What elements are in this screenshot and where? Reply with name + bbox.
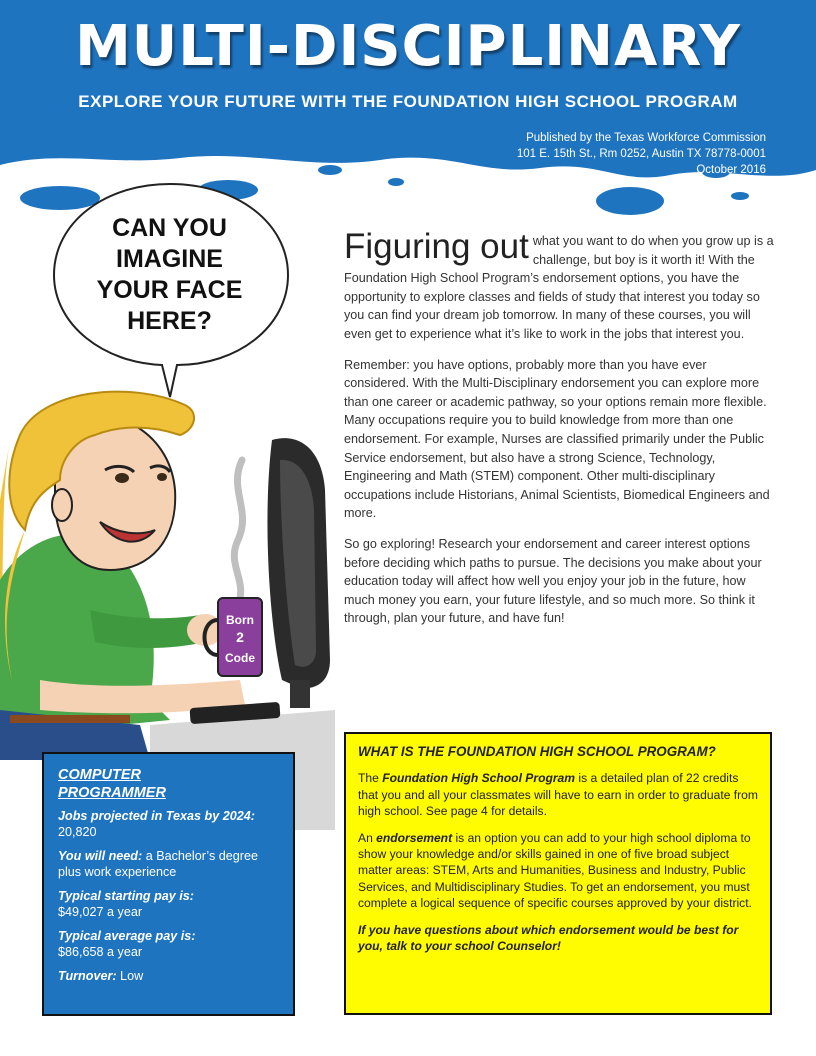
mug-text: 2 bbox=[236, 629, 244, 645]
career-title-line: COMPUTER bbox=[58, 767, 141, 783]
career-title bbox=[58, 766, 279, 802]
page-title: MULTI-DISCIPLINARY bbox=[75, 14, 741, 79]
article-body bbox=[344, 227, 774, 640]
article-text: what you want to do when you grow up is a challenge, but boy is it worth it! With the Foundation High School Program’s endorsement options, you have the opportunity to explore classes and fields of study that interest you today so you can find your dream job tomorrow. In many of these courses, you will even get to experience what it’s like to work in the jobs that interest you. bbox=[344, 234, 774, 341]
stat-label: Typical starting pay is: bbox=[58, 889, 195, 903]
fhsp-text: is a detailed plan of 22 credits that you and all your classmates will have to earn in order to graduate from high school. See page 4 for details. bbox=[358, 771, 758, 819]
career-title-line: PROGRAMMER bbox=[58, 785, 166, 801]
article-paragraph: So go exploring! Research your endorsement and career interest options before deciding which paths to pursue. The decisions you make about your education today will affect how well you enjoy your job in the future, how much money you earn, your future lifestyle, and so much more. So think it through, plan your future, and have fun! bbox=[344, 536, 762, 626]
bubble-line: IMAGINE bbox=[116, 245, 223, 273]
bubble-text bbox=[52, 213, 287, 337]
mug-text: Born bbox=[226, 613, 254, 627]
bubble-line: HERE? bbox=[127, 307, 212, 335]
stat-value: 20,820 bbox=[58, 825, 97, 839]
article-paragraph bbox=[344, 227, 774, 344]
fhsp-text: An bbox=[358, 830, 377, 845]
speech-bubble bbox=[52, 183, 297, 368]
stat-label: Jobs projected in Texas by 2024: bbox=[58, 809, 255, 823]
address-line: 101 E. 15th St., Rm 0252, Austin TX 78778-0001 bbox=[516, 148, 766, 160]
stat-value: Low bbox=[116, 969, 144, 983]
mug-text: Code bbox=[225, 651, 255, 665]
publication-info bbox=[517, 130, 766, 178]
stat-value: $86,658 a year bbox=[58, 945, 143, 959]
steam bbox=[234, 460, 242, 605]
monitor-stand bbox=[290, 680, 310, 708]
page-subtitle: EXPLORE YOUR FUTURE WITH THE FOUNDATION HIGH SCHOOL PROGRAM bbox=[78, 92, 738, 111]
splash-drop bbox=[596, 187, 664, 215]
splash-drop bbox=[731, 192, 749, 200]
stat-label: Turnover: bbox=[58, 969, 117, 983]
stat-label: You will need: bbox=[58, 849, 143, 863]
stat-turnover bbox=[58, 968, 279, 984]
splash-drop bbox=[318, 165, 342, 175]
career-stats-box bbox=[42, 752, 295, 1016]
stat-jobs bbox=[58, 808, 279, 840]
fhsp-text: The bbox=[358, 771, 383, 786]
belt bbox=[10, 715, 130, 723]
stat-value: a Bachelor’s degree plus work experience bbox=[58, 849, 258, 879]
stat-value: $49,027 a year bbox=[58, 905, 143, 919]
fhsp-text: is an option you can add to your high school diploma to show your knowledge and/or skills gained in one of five broad subject matter areas: STEM, Arts and Humanities, Business and Industry, Public Services, and Multidisciplinary Studies. To get an endorsement, you must complete a logical sequence of specific courses approved by your district. bbox=[358, 830, 752, 911]
stat-starting-pay bbox=[58, 888, 279, 920]
fhsp-paragraph bbox=[358, 770, 758, 819]
fhsp-counselor-note: If you have questions about which endorsement would be best for you, talk to your school Counselor! bbox=[358, 922, 739, 954]
fhsp-info-box bbox=[344, 732, 772, 1015]
publisher-line: Published by the Texas Workforce Commission bbox=[526, 132, 766, 144]
splash-drop bbox=[388, 178, 404, 186]
fhsp-paragraph bbox=[358, 830, 758, 912]
stat-average-pay bbox=[58, 928, 279, 960]
bubble-line: CAN YOU bbox=[112, 214, 227, 242]
stat-requirements bbox=[58, 848, 279, 880]
article-headline: Figuring out bbox=[344, 227, 529, 266]
bubble-line: YOUR FACE bbox=[96, 276, 243, 304]
fhsp-term: endorsement bbox=[376, 830, 453, 845]
fhsp-term: Foundation High School Program bbox=[382, 771, 576, 786]
article-paragraph: Remember: you have options, probably more than you have ever considered. With the Multi-Disciplinary endorsement you can explore more than one career or academic pathway, so your options remain more flexible. Many occupations require you to build knowledge from more than one endorsement. For example, Nurses are classified primarily under the Public Service endorsement, but also have a strong Science, Technology, Engineering and Math (STEM) component. Other multi-disciplinary occupations include Historians, Animal Scientists, Biomedical Engineers and more. bbox=[344, 357, 770, 521]
stat-label: Typical average pay is: bbox=[58, 929, 196, 943]
date-line: October 2016 bbox=[696, 164, 766, 176]
fhsp-title: WHAT IS THE FOUNDATION HIGH SCHOOL PROGRAM? bbox=[358, 744, 716, 759]
